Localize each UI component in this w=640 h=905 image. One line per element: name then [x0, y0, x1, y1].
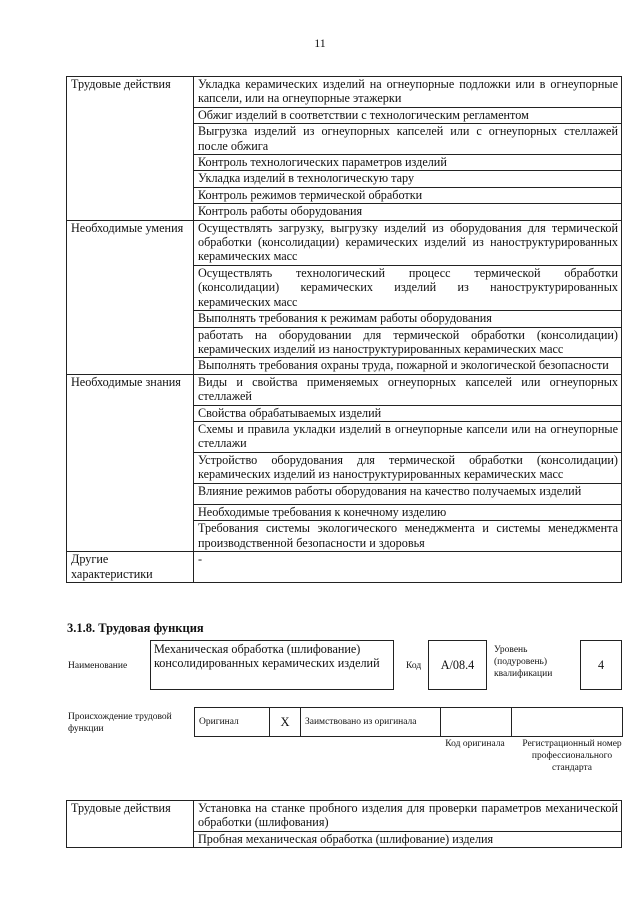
knowledge-item: Свойства обрабатываемых изделий — [194, 405, 622, 421]
labor-action-item: Пробная механическая обработка (шлифование) изделия — [194, 831, 622, 847]
labor-actions-table — [66, 800, 622, 848]
section-heading: 3.1.8. Трудовая функция — [67, 621, 204, 635]
labor-action-item: Выгрузка изделий из огнеупорных капселей или с огнеупорных стеллажей после обжига — [194, 124, 622, 155]
table-row — [67, 220, 622, 265]
table-row — [67, 374, 622, 405]
table-row — [67, 77, 622, 108]
qualification-level-box: 4 — [580, 640, 622, 690]
labor-function-details-table — [66, 76, 622, 583]
labor-action-item: Укладка керамических изделий на огнеупорные подложки или в огнеупорные капсели, или на огнеупорные этажерки — [194, 77, 622, 108]
labor-action-item: Контроль режимов термической обработки — [194, 187, 622, 203]
skill-item: Осуществлять технологический процесс термической обработки (консолидации) керамических изделий из наноструктурированных керамических масс — [194, 265, 622, 310]
skill-item: Выполнять требования к режимам работы оборудования — [194, 311, 622, 327]
labor-action-item: Укладка изделий в технологическую тару — [194, 171, 622, 187]
row-label-skills: Необходимые умения — [67, 220, 194, 374]
reg-number-cell — [512, 708, 623, 737]
knowledge-item: Необходимые требования к конечному изделию — [194, 504, 622, 520]
knowledge-item: Виды и свойства применяемых огнеупорных капселей или огнеупорных стеллажей — [194, 374, 622, 405]
page-number: 11 — [314, 36, 326, 50]
row-label-knowledge: Необходимые знания — [67, 374, 194, 551]
function-code-box: A/08.4 — [428, 640, 487, 690]
table-row — [195, 708, 623, 737]
function-name-box: Механическая обработка (шлифование) консолидированных керамических изделий — [150, 640, 394, 690]
table-row — [67, 552, 622, 583]
code-original-caption: Код оригинала — [445, 739, 505, 749]
row-label-other: Другие характеристики — [67, 552, 194, 583]
level-label: Уровень (подуровень) квалификации — [494, 645, 553, 679]
skill-item: Выполнять требования охраны труда, пожарной и экологической безопасности — [194, 358, 622, 374]
other-characteristics-value: - — [194, 552, 622, 583]
borrowed-label: Заимствовано из оригинала — [301, 708, 441, 737]
code-original-cell — [441, 708, 512, 737]
labor-action-item: Обжиг изделий в соответствии с технологическим регламентом — [194, 107, 622, 123]
skill-item: работать на оборудовании для термической обработки (консолидации) керамических изделий из наноструктурированных керамических масс — [194, 327, 622, 358]
skill-item: Осуществлять загрузку, выгрузку изделий из оборудования для термической обработки (консолидации) керамических изделий из наноструктурированных керамических масс — [194, 220, 622, 265]
row-label-labor-actions: Трудовые действия — [67, 77, 194, 221]
knowledge-item: Схемы и правила укладки изделий в огнеупорные капсели или на огнеупорные стеллажи — [194, 421, 622, 452]
row-label-labor-actions: Трудовые действия — [67, 801, 194, 848]
labor-action-item: Контроль работы оборудования — [194, 204, 622, 220]
origin-table — [194, 707, 623, 737]
reg-number-caption: Регистрационный номер профессионального стандарта — [522, 739, 622, 773]
knowledge-item: Требования системы экологического менеджмента и системы менеджмента производственной безопасности и здоровья — [194, 521, 622, 552]
labor-action-item: Установка на станке пробного изделия для проверки параметров механической обработки (шлифования) — [194, 801, 622, 832]
origin-label: Происхождение трудовой функции — [68, 712, 172, 734]
code-label: Код — [406, 661, 422, 671]
name-label: Наименование — [68, 661, 128, 671]
original-mark: X — [270, 708, 301, 737]
knowledge-item: Устройство оборудования для термической обработки (консолидации) керамических изделий из наноструктурированных керамических масс — [194, 452, 622, 483]
original-label: Оригинал — [195, 708, 270, 737]
table-row — [67, 801, 622, 832]
knowledge-item: Влияние режимов работы оборудования на качество получаемых изделий — [194, 483, 622, 504]
labor-action-item: Контроль технологических параметров изделий — [194, 155, 622, 171]
